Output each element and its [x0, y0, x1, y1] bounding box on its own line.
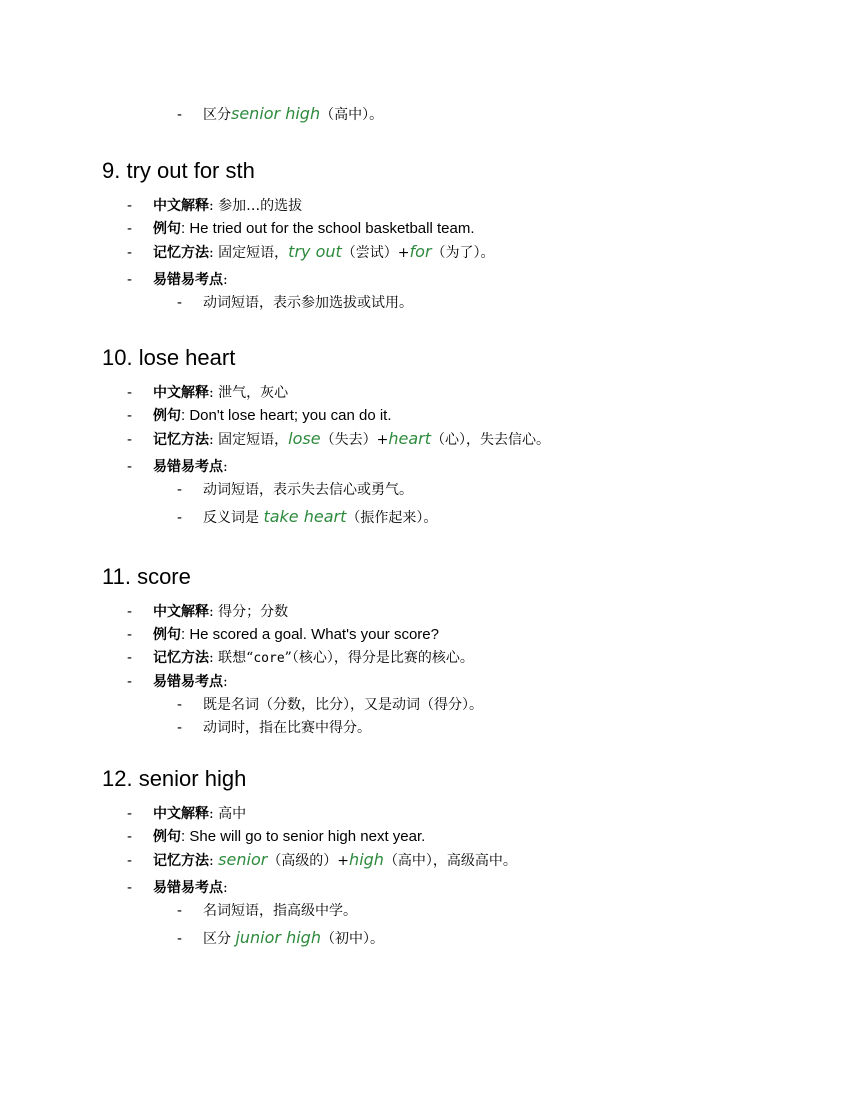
memory-text: （心），失去信心。: [430, 432, 550, 448]
label-pitfalls: 易错易考点: [153, 674, 223, 690]
section-senior-high: [0, 766, 860, 952]
section-score: [0, 564, 860, 741]
dash-marker: -: [177, 509, 182, 526]
label-memory: 记忆方法: [153, 650, 209, 666]
label-pitfalls: 易错易考点: [153, 880, 223, 896]
dash-marker: -: [177, 696, 182, 713]
meaning-text: 高中: [218, 806, 247, 822]
term-highlight: high: [349, 850, 384, 869]
memory-text: （失去）+: [320, 432, 389, 448]
dash-marker: -: [127, 828, 132, 845]
sub-list-item: [0, 480, 860, 500]
label-meaning: 中文解释: [153, 385, 209, 401]
text-prefix: 区分: [203, 107, 231, 123]
list-item-pitfalls: - 易错易考点:: [127, 673, 228, 690]
term-highlight: try out: [288, 242, 342, 261]
list-item-memory: - 记忆方法: senior（高级的）+high（高中），高级高中。: [127, 850, 517, 869]
dash-marker: -: [177, 481, 182, 498]
memory-text: 联想“: [218, 650, 254, 666]
pitfall-text: 动词短语，表示参加选拔或试用。: [203, 295, 413, 311]
list-item-memory: - 记忆方法: 固定短语，try out（尝试）+for（为了）。: [127, 242, 495, 261]
meaning-text: 得分；分数: [218, 604, 289, 620]
list-item-pitfalls: - 易错易考点:: [127, 879, 228, 896]
list-item: [0, 104, 860, 125]
term-highlight: senior high: [231, 104, 321, 123]
section-heading: 9. try out for sth: [102, 158, 255, 183]
memory-text: （高级的）+: [267, 853, 350, 869]
sub-list-item: [0, 901, 860, 921]
list-item-meaning: - 中文解释: 泄气，灰心: [127, 384, 289, 401]
section-heading: 11. score: [102, 564, 191, 589]
meaning-text: 参加…的选拔: [218, 198, 303, 214]
section-heading: 10. lose heart: [102, 345, 236, 370]
sub-list-item: [0, 928, 860, 949]
example-text: Don't lose heart; you can do it.: [189, 407, 392, 424]
label-memory: 记忆方法: [153, 432, 209, 448]
dash-marker: -: [127, 458, 132, 475]
dash-marker: -: [127, 852, 132, 869]
example-text: She will go to senior high next year.: [189, 828, 426, 845]
dash-marker: -: [177, 719, 182, 736]
label-pitfalls: 易错易考点: [153, 459, 223, 475]
pitfall-text: 动词时，指在比赛中得分。: [203, 720, 371, 736]
memory-text: 固定短语，: [218, 432, 289, 448]
pitfall-text: 区分: [203, 931, 236, 947]
dash-marker: -: [177, 902, 182, 919]
dash-marker: -: [177, 930, 182, 947]
dash-marker: -: [177, 106, 182, 123]
list-item-example: - 例句: She will go to senior high next year.: [127, 828, 426, 845]
term-mono: core: [253, 651, 285, 666]
dash-marker: -: [127, 649, 132, 666]
dash-marker: -: [127, 626, 132, 643]
term-highlight: senior: [218, 850, 268, 869]
list-item-example: - 例句: Don't lose heart; you can do it.: [127, 407, 392, 424]
label-example: 例句: [153, 408, 181, 424]
sub-list-item: [0, 718, 860, 738]
dash-marker: -: [127, 673, 132, 690]
label-pitfalls: 易错易考点: [153, 272, 223, 288]
list-item-example: - 例句: He tried out for the school basketball team.: [127, 220, 475, 237]
dash-marker: -: [127, 197, 132, 214]
term-highlight: for: [409, 242, 432, 261]
label-meaning: 中文解释: [153, 604, 209, 620]
meaning-text: 泄气，灰心: [218, 385, 289, 401]
list-item-example: - 例句: He scored a goal. What's your score?: [127, 626, 439, 643]
section-heading: 12. senior high: [102, 766, 247, 791]
dash-marker: -: [177, 294, 182, 311]
section-lose-heart: [0, 345, 860, 531]
list-item-memory: - 记忆方法: 联想“core”（核心），得分是比赛的核心。: [127, 649, 474, 666]
pitfall-text: 反义词是: [203, 510, 264, 526]
pitfall-text: 名词短语，指高级中学。: [203, 903, 357, 919]
dash-marker: -: [127, 879, 132, 896]
term-highlight: take heart: [263, 507, 347, 526]
pitfall-text: 既是名词（分数，比分），又是动词（得分）。: [203, 697, 483, 713]
dash-marker: -: [127, 407, 132, 424]
sub-list-item: [0, 507, 860, 528]
list-item-pitfalls: - 易错易考点:: [127, 458, 228, 475]
label-memory: 记忆方法: [153, 245, 209, 261]
list-item-meaning: - 中文解释: 参加…的选拔: [127, 197, 303, 214]
list-item-meaning: - 中文解释: 高中: [127, 805, 247, 822]
memory-text: （为了）。: [431, 245, 495, 261]
label-example: 例句: [153, 829, 181, 845]
label-example: 例句: [153, 627, 181, 643]
sub-list-item: [0, 695, 860, 715]
dash-marker: -: [127, 603, 132, 620]
pitfall-text: （初中）。: [320, 931, 384, 947]
example-text: He tried out for the school basketball team.: [189, 220, 475, 237]
item-text: [203, 104, 383, 125]
label-example: 例句: [153, 221, 181, 237]
section-try-out-for: [0, 158, 860, 316]
pitfall-text: 动词短语，表示失去信心或勇气。: [203, 482, 413, 498]
sub-list-item: [0, 293, 860, 313]
pitfall-text: （振作起来）。: [346, 510, 438, 526]
label-memory: 记忆方法: [153, 853, 209, 869]
label-meaning: 中文解释: [153, 198, 209, 214]
dash-marker: -: [127, 805, 132, 822]
list-item-pitfalls: - 易错易考点:: [127, 271, 228, 288]
dash-marker: -: [127, 384, 132, 401]
list-item-meaning: - 中文解释: 得分；分数: [127, 603, 289, 620]
dash-marker: -: [127, 271, 132, 288]
list-item-memory: - 记忆方法: 固定短语，lose（失去）+heart（心），失去信心。: [127, 429, 550, 448]
dash-marker: -: [127, 220, 132, 237]
term-highlight: heart: [388, 429, 431, 448]
dash-marker: -: [127, 244, 132, 261]
term-highlight: lose: [288, 429, 321, 448]
example-text: He scored a goal. What's your score?: [189, 626, 439, 643]
text-suffix: （高中）。: [320, 107, 384, 123]
memory-text: ”（核心），得分是比赛的核心。: [284, 650, 474, 666]
carryover-section: [0, 104, 860, 125]
term-highlight: junior high: [235, 928, 321, 947]
memory-text: （高中），高级高中。: [383, 853, 517, 869]
dash-marker: -: [127, 431, 132, 448]
memory-text: （尝试）+: [341, 245, 410, 261]
label-meaning: 中文解释: [153, 806, 209, 822]
memory-text: 固定短语，: [218, 245, 289, 261]
